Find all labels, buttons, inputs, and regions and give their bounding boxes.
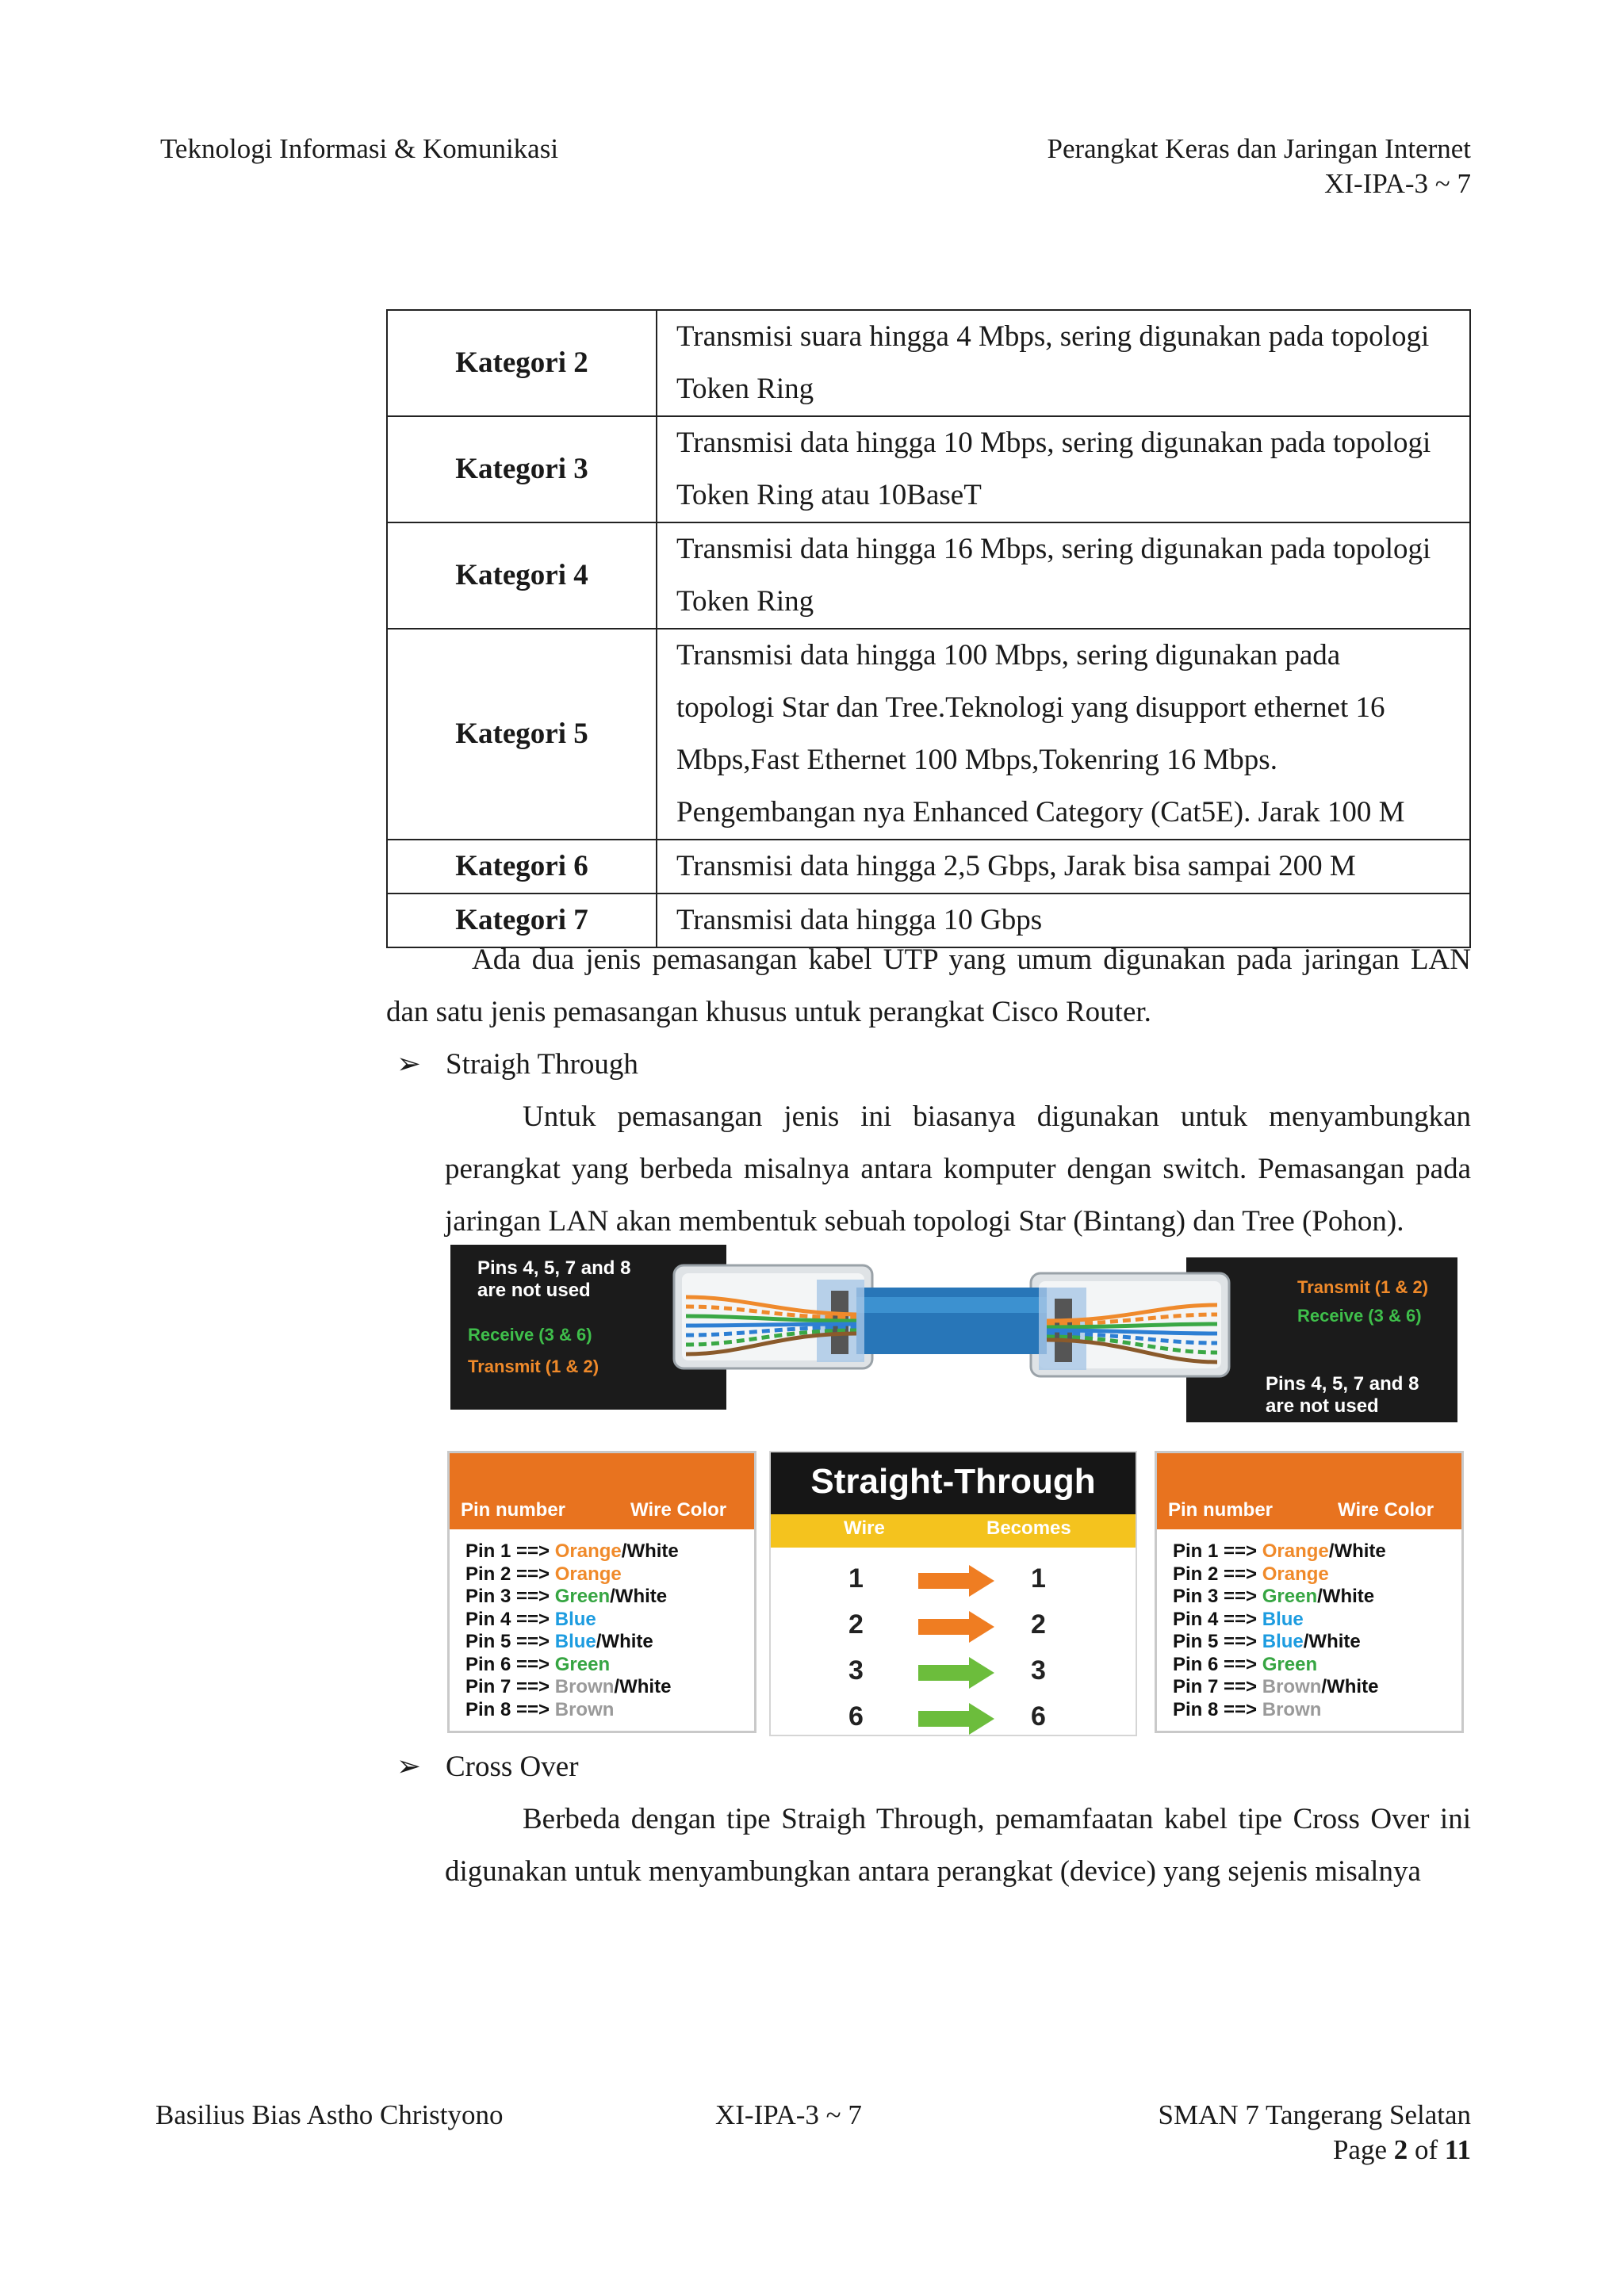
pin-row: [465, 1563, 679, 1586]
left-transmit-label: Transmit (1 & 2): [468, 1357, 599, 1376]
pin-row: [1173, 1654, 1386, 1677]
straight-through-diagram: [444, 1242, 1467, 1733]
arrow-bullet-icon: ➢: [396, 1048, 422, 1081]
right-wire-color-header: Wire Color: [1338, 1499, 1434, 1521]
category-cell: Kategori 5: [387, 629, 657, 840]
category-cell: Kategori 3: [387, 416, 657, 522]
pin-label: Pin 3 ==>: [465, 1586, 550, 1607]
header-topic: [1047, 132, 1471, 201]
pin-label: Pin 1 ==>: [465, 1540, 550, 1562]
bullet-cross-over: [396, 1741, 579, 1793]
intro-paragraph: Ada dua jenis pemasangan kabel UTP yang umum digunakan pada jaringan LAN dan satu jenis pemasangan khusus untuk perangkat Cisco Router.: [386, 943, 1471, 1028]
table-row: [387, 840, 1470, 894]
right-pin-table: [1155, 1451, 1464, 1733]
bullet-title: Cross Over: [446, 1751, 579, 1783]
wire-color: Blue: [1262, 1631, 1304, 1652]
pin-row: [1173, 1676, 1386, 1699]
description-line: Transmisi data hingga 2,5 Gbps, Jarak bisa sampai 200 M: [676, 850, 1356, 882]
left-pin-list: [465, 1540, 679, 1721]
right-note-line1: Pins 4, 5, 7 and 8: [1266, 1373, 1419, 1395]
wire-number: 2: [848, 1609, 864, 1640]
right-pin-list: [1173, 1540, 1386, 1721]
wire-color: Orange: [554, 1540, 622, 1562]
cable-category-table: [386, 309, 1471, 948]
pin-row: [1173, 1586, 1386, 1609]
description-cell: [657, 840, 1470, 894]
pin-row: [465, 1676, 679, 1699]
description-line: Token Ring atau 10BaseT: [676, 479, 982, 511]
becomes-number: 2: [1031, 1609, 1046, 1640]
right-pin-number-header: Pin number: [1168, 1499, 1274, 1521]
wire-color-suffix: /White: [1317, 1586, 1375, 1607]
right-note-line2: are not used: [1266, 1395, 1379, 1417]
left-pin-table: [447, 1451, 756, 1733]
wire-color-suffix: /White: [610, 1586, 668, 1607]
category-cell: Kategori 7: [387, 894, 657, 947]
pin-label: Pin 8 ==>: [465, 1698, 550, 1720]
wire-color: Brown: [1262, 1676, 1322, 1697]
table-row: [387, 416, 1470, 522]
becomes-label: Becomes: [986, 1517, 1071, 1539]
bullet-title: Straigh Through: [446, 1048, 638, 1081]
pin-row: [1173, 1540, 1386, 1563]
pin-label: Pin 7 ==>: [465, 1676, 550, 1697]
category-cell: Kategori 2: [387, 310, 657, 416]
wire-number: 1: [848, 1563, 864, 1594]
pin-row: [1173, 1563, 1386, 1586]
wire-color: Green: [1262, 1586, 1318, 1607]
header-class: XI-IPA-3 ~ 7: [1324, 168, 1471, 199]
footer-school-page: [1159, 2098, 1471, 2168]
cross-over-paragraph: Berbeda dengan tipe Straigh Through, pemamfaatan kabel tipe Cross Over ini digunakan untuk menyambungkan antara perangkat (device) yang sejenis misalnya: [445, 1803, 1471, 1888]
left-pin-table-header: [450, 1453, 754, 1529]
left-receive-label: Receive (3 & 6): [468, 1325, 592, 1345]
pin-row: [1173, 1699, 1386, 1722]
left-note-line1: Pins 4, 5, 7 and 8: [477, 1257, 631, 1279]
pin-label: Pin 4 ==>: [1173, 1608, 1258, 1630]
pin-label: Pin 7 ==>: [1173, 1676, 1258, 1697]
description-line: Transmisi data hingga 10 Gbps: [676, 904, 1043, 936]
wire-number: 3: [848, 1655, 864, 1686]
arrow-right-icon: [918, 1703, 998, 1735]
pin-label: Pin 8 ==>: [1173, 1698, 1258, 1720]
footer-author: Basilius Bias Astho Christyono: [155, 2099, 504, 2130]
wire-color-suffix: /White: [1321, 1676, 1379, 1697]
pin-label: Pin 6 ==>: [465, 1653, 550, 1675]
pin-label: Pin 5 ==>: [1173, 1631, 1258, 1652]
description-line: Transmisi data hingga 100 Mbps, sering digunakan pada: [676, 639, 1341, 672]
pin-label: Pin 4 ==>: [465, 1608, 550, 1630]
wire-color: Blue: [554, 1608, 596, 1630]
right-receive-label: Receive (3 & 6): [1297, 1306, 1422, 1326]
left-note-line2: are not used: [477, 1280, 591, 1301]
wire-color: Green: [554, 1653, 611, 1675]
pin-row: [1173, 1609, 1386, 1632]
arrow-right-icon: [918, 1611, 998, 1643]
wire-color: Green: [1262, 1653, 1318, 1675]
pin-label: Pin 1 ==>: [1173, 1540, 1258, 1562]
description-cell: [657, 629, 1470, 840]
wire-color: Orange: [1262, 1563, 1329, 1585]
description-line: Pengembangan nya Enhanced Category (Cat5E). Jarak 100 M: [676, 796, 1405, 828]
straight-through-paragraph: Untuk pemasangan jenis ini biasanya digunakan untuk menyambungkan perangkat yang berbeda misalnya antara komputer dengan switch. Pemasangan pada jaringan LAN akan membentuk sebuah topologi Star (Bintang) dan Tree (Pohon).: [445, 1100, 1471, 1238]
description-cell: [657, 416, 1470, 522]
wire-color-suffix: /White: [596, 1631, 653, 1652]
arrow-right-icon: [918, 1565, 998, 1597]
straight-through-title-bar: [771, 1452, 1136, 1514]
page-current: 2: [1393, 2134, 1408, 2165]
pin-row: [465, 1631, 679, 1654]
page-of: of: [1408, 2134, 1445, 2165]
footer-class: XI-IPA-3 ~ 7: [715, 2099, 862, 2130]
description-line: Mbps,Fast Ethernet 100 Mbps,Tokenring 16 Mbps.: [676, 744, 1277, 776]
wire-color-suffix: /White: [614, 1676, 672, 1697]
left-wire-color-header: Wire Color: [630, 1499, 727, 1521]
left-pin-number-header: Pin number: [461, 1499, 566, 1521]
header-subject: Teknologi Informasi & Komunikasi: [160, 133, 559, 164]
bullet-straight-through: [396, 1039, 638, 1091]
pin-label: Pin 2 ==>: [465, 1563, 550, 1585]
description-line: Token Ring: [676, 585, 814, 618]
arrow-right-icon: [918, 1657, 998, 1689]
wire-color-suffix: /White: [1303, 1631, 1361, 1652]
wire-color: Orange: [554, 1563, 622, 1585]
description-line: Transmisi data hingga 16 Mbps, sering digunakan pada topologi: [676, 533, 1431, 565]
straight-through-mapping: [769, 1451, 1137, 1736]
table-row: [387, 310, 1470, 416]
footer-school: SMAN 7 Tangerang Selatan: [1158, 2099, 1471, 2130]
table-row: [387, 629, 1470, 840]
description-line: Token Ring: [676, 373, 814, 405]
page-number: [1159, 2133, 1471, 2168]
description-line: Transmisi suara hingga 4 Mbps, sering digunakan pada topologi: [676, 320, 1430, 353]
pin-row: [465, 1586, 679, 1609]
pin-row: [465, 1654, 679, 1677]
becomes-number: 1: [1031, 1563, 1046, 1594]
category-cell: Kategori 4: [387, 522, 657, 629]
table-row: [387, 522, 1470, 629]
wire-color: Orange: [1262, 1540, 1329, 1562]
wire-color-suffix: /White: [1328, 1540, 1386, 1562]
wire-number: 6: [848, 1701, 864, 1732]
pin-row: [465, 1609, 679, 1632]
wire-label: Wire: [844, 1517, 885, 1539]
description-cell: [657, 522, 1470, 629]
right-transmit-label: Transmit (1 & 2): [1297, 1277, 1429, 1297]
becomes-number: 3: [1031, 1655, 1046, 1686]
pin-label: Pin 6 ==>: [1173, 1653, 1258, 1675]
pin-label: Pin 2 ==>: [1173, 1563, 1258, 1585]
page-prefix: Page: [1332, 2134, 1394, 2165]
page-total: 11: [1444, 2134, 1471, 2165]
pin-row: [465, 1540, 679, 1563]
straight-through-title: Straight-Through: [810, 1462, 1096, 1501]
description-line: topologi Star dan Tree.Teknologi yang disupport ethernet 16: [676, 691, 1385, 724]
wire-color: Brown: [554, 1676, 615, 1697]
description-cell: [657, 310, 1470, 416]
category-cell: Kategori 6: [387, 840, 657, 894]
wire-color: Blue: [554, 1631, 596, 1652]
wire-color: Blue: [1262, 1608, 1304, 1630]
wire-color: Green: [554, 1586, 611, 1607]
wire-becomes-bar: [771, 1514, 1136, 1548]
wire-color: Brown: [1262, 1698, 1322, 1720]
right-pin-table-header: [1157, 1453, 1461, 1529]
cable-illustration: [444, 1242, 1467, 1440]
wire-color: Brown: [554, 1698, 615, 1720]
pin-label: Pin 3 ==>: [1173, 1586, 1258, 1607]
pin-row: [465, 1699, 679, 1722]
pin-label: Pin 5 ==>: [465, 1631, 550, 1652]
description-line: Transmisi data hingga 10 Mbps, sering digunakan pada topologi: [676, 427, 1431, 459]
wire-color-suffix: /White: [621, 1540, 679, 1562]
header-topic-title: Perangkat Keras dan Jaringan Internet: [1047, 133, 1471, 164]
becomes-number: 6: [1031, 1701, 1046, 1732]
pin-row: [1173, 1631, 1386, 1654]
arrow-bullet-icon: ➢: [396, 1751, 422, 1783]
